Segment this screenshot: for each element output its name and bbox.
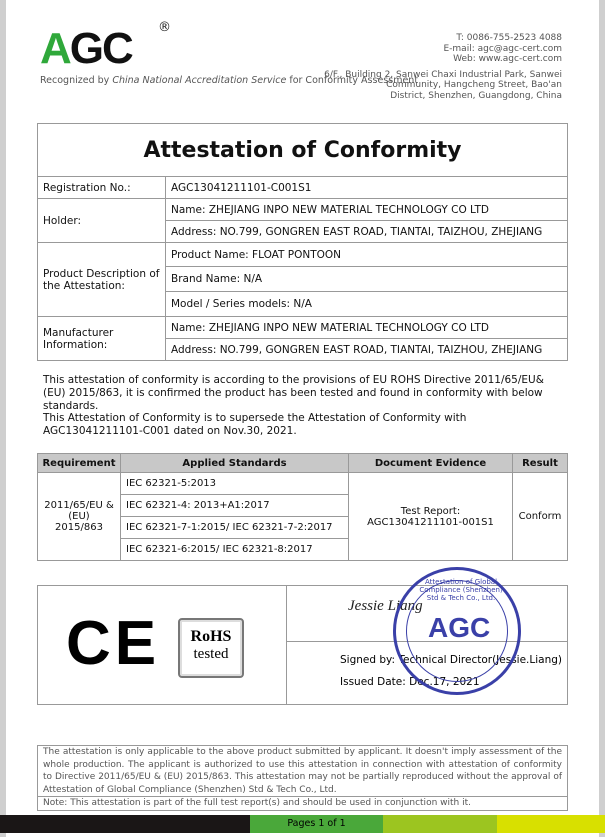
disclaimer-text: The attestation is only applicable to the above product submitted by applicant. It doesn't imply assessment of the whole production. The applicant is authorized to use this attestation in connection with attestation of conformity to Directive 2011/65/EU & (EU) 2015/863. This attestation may not be partially reproduced without the approval of Attestation of Global Compliance (Shenzhen) Std & Tech Co., Ltd. bbox=[43, 747, 562, 795]
signed-by: Signed by: Technical Director(Jessie.Liang) bbox=[340, 654, 563, 666]
footer-bar bbox=[0, 815, 605, 833]
manufacturer-label: Manufacturer Information: bbox=[38, 317, 166, 361]
evidence-label: Test Report: bbox=[400, 505, 461, 517]
stamp-text: Attestation of Global Compliance (Shenzhen) Std & Tech Co., Ltd. bbox=[419, 578, 503, 602]
standard-cell: IEC 62321-5:2013 bbox=[121, 473, 349, 495]
column-header: Applied Standards bbox=[121, 454, 349, 473]
registration-value: AGC13041211101-C001S1 bbox=[166, 177, 568, 199]
holder-address: Address: NO.799, GONGREN EAST ROAD, TIANTAI, TAIZHOU, ZHEJIANG bbox=[166, 221, 568, 243]
web: Web: www.agc-cert.com bbox=[453, 54, 562, 64]
model-name: Model / Series models: N/A bbox=[166, 292, 568, 317]
rohs-tested-badge bbox=[178, 618, 244, 678]
page-title: Attestation of Conformity bbox=[38, 124, 568, 177]
holder-name: Name: ZHEJIANG INPO NEW MATERIAL TECHNOLOGY CO LTD bbox=[166, 199, 568, 221]
standard-cell: IEC 62321-6:2015/ IEC 62321-8:2017 bbox=[121, 539, 349, 561]
address bbox=[324, 70, 562, 102]
product-label: Product Description of the Attestation: bbox=[38, 243, 166, 317]
issued-date: Issued Date: Dec.17, 2021 bbox=[340, 676, 480, 688]
footer-segment bbox=[383, 815, 497, 833]
result-cell: Conform bbox=[513, 473, 568, 561]
evidence-cell bbox=[349, 473, 513, 561]
manufacturer-name: Name: ZHEJIANG INPO NEW MATERIAL TECHNOLOGY CO LTD bbox=[166, 317, 568, 339]
address-line: Community, Hangcheng Street, Bao'an bbox=[386, 80, 562, 90]
rohs-tested-label: tested bbox=[193, 646, 229, 662]
registered-mark: ® bbox=[158, 20, 171, 35]
certificate-details-table bbox=[37, 123, 568, 361]
disclaimer-note: Note: This attestation is part of the full test report(s) and should be used in conjunction with it. bbox=[38, 796, 567, 810]
footer-segment bbox=[0, 815, 250, 833]
disclaimer-box bbox=[37, 745, 568, 811]
supersede-statement: This Attestation of Conformity is to supersede the Attestation of Conformity with AGC13041211101-C001 dated on Nov.30, 2021. bbox=[43, 412, 467, 437]
evidence-value: AGC13041211101-001S1 bbox=[367, 516, 494, 528]
address-line: 6/F., Building 2, Sanwei Chaxi Industrial Park, Sanwei bbox=[324, 69, 562, 80]
email: E-mail: agc@agc-cert.com bbox=[443, 43, 562, 54]
product-name: Product Name: FLOAT PONTOON bbox=[166, 243, 568, 267]
stamp-logo: AGC bbox=[428, 612, 491, 643]
registration-label: Registration No.: bbox=[38, 177, 166, 199]
ce-mark: CE bbox=[66, 609, 161, 678]
handwritten-signature: Jessie Liang bbox=[348, 598, 423, 614]
phone: T: 0086-755-2523 4088 bbox=[456, 33, 562, 43]
agc-logo: AGC bbox=[40, 24, 132, 73]
conformity-statement: This attestation of conformity is according to the provisions of EU ROHS Directive 2011/65/EU& (EU) 2015/863, it is confirmed the product has been tested and found in conformity with below standards. bbox=[43, 374, 544, 412]
page-indicator: Pages 1 of 1 bbox=[250, 815, 383, 833]
column-header: Result bbox=[513, 454, 568, 473]
footer-segment bbox=[497, 815, 605, 833]
rohs-label: RoHS bbox=[190, 628, 232, 645]
column-header: Requirement bbox=[38, 454, 121, 473]
recognized-suffix: for Conformity Assessment bbox=[286, 75, 419, 86]
standard-cell: IEC 62321-4: 2013+A1:2017 bbox=[121, 495, 349, 517]
recognized-body: China National Accreditation Service bbox=[112, 75, 287, 86]
recognized-prefix: Recognized by bbox=[40, 75, 113, 86]
address-line: District, Shenzhen, Guangdong, China bbox=[390, 90, 562, 101]
brand-name: Brand Name: N/A bbox=[166, 267, 568, 292]
holder-label: Holder: bbox=[38, 199, 166, 243]
requirement-cell: 2011/65/EU & (EU) 2015/863 bbox=[38, 473, 121, 561]
standard-cell: IEC 62321-7-1:2015/ IEC 62321-7-2:2017 bbox=[121, 517, 349, 539]
column-header: Document Evidence bbox=[349, 454, 513, 473]
standards-table bbox=[37, 453, 568, 561]
company-stamp bbox=[393, 567, 521, 695]
divider bbox=[286, 586, 287, 704]
manufacturer-address: Address: NO.799, GONGREN EAST ROAD, TIANTAI, TAIZHOU, ZHEJIANG bbox=[166, 339, 568, 361]
contact-info bbox=[324, 33, 562, 101]
